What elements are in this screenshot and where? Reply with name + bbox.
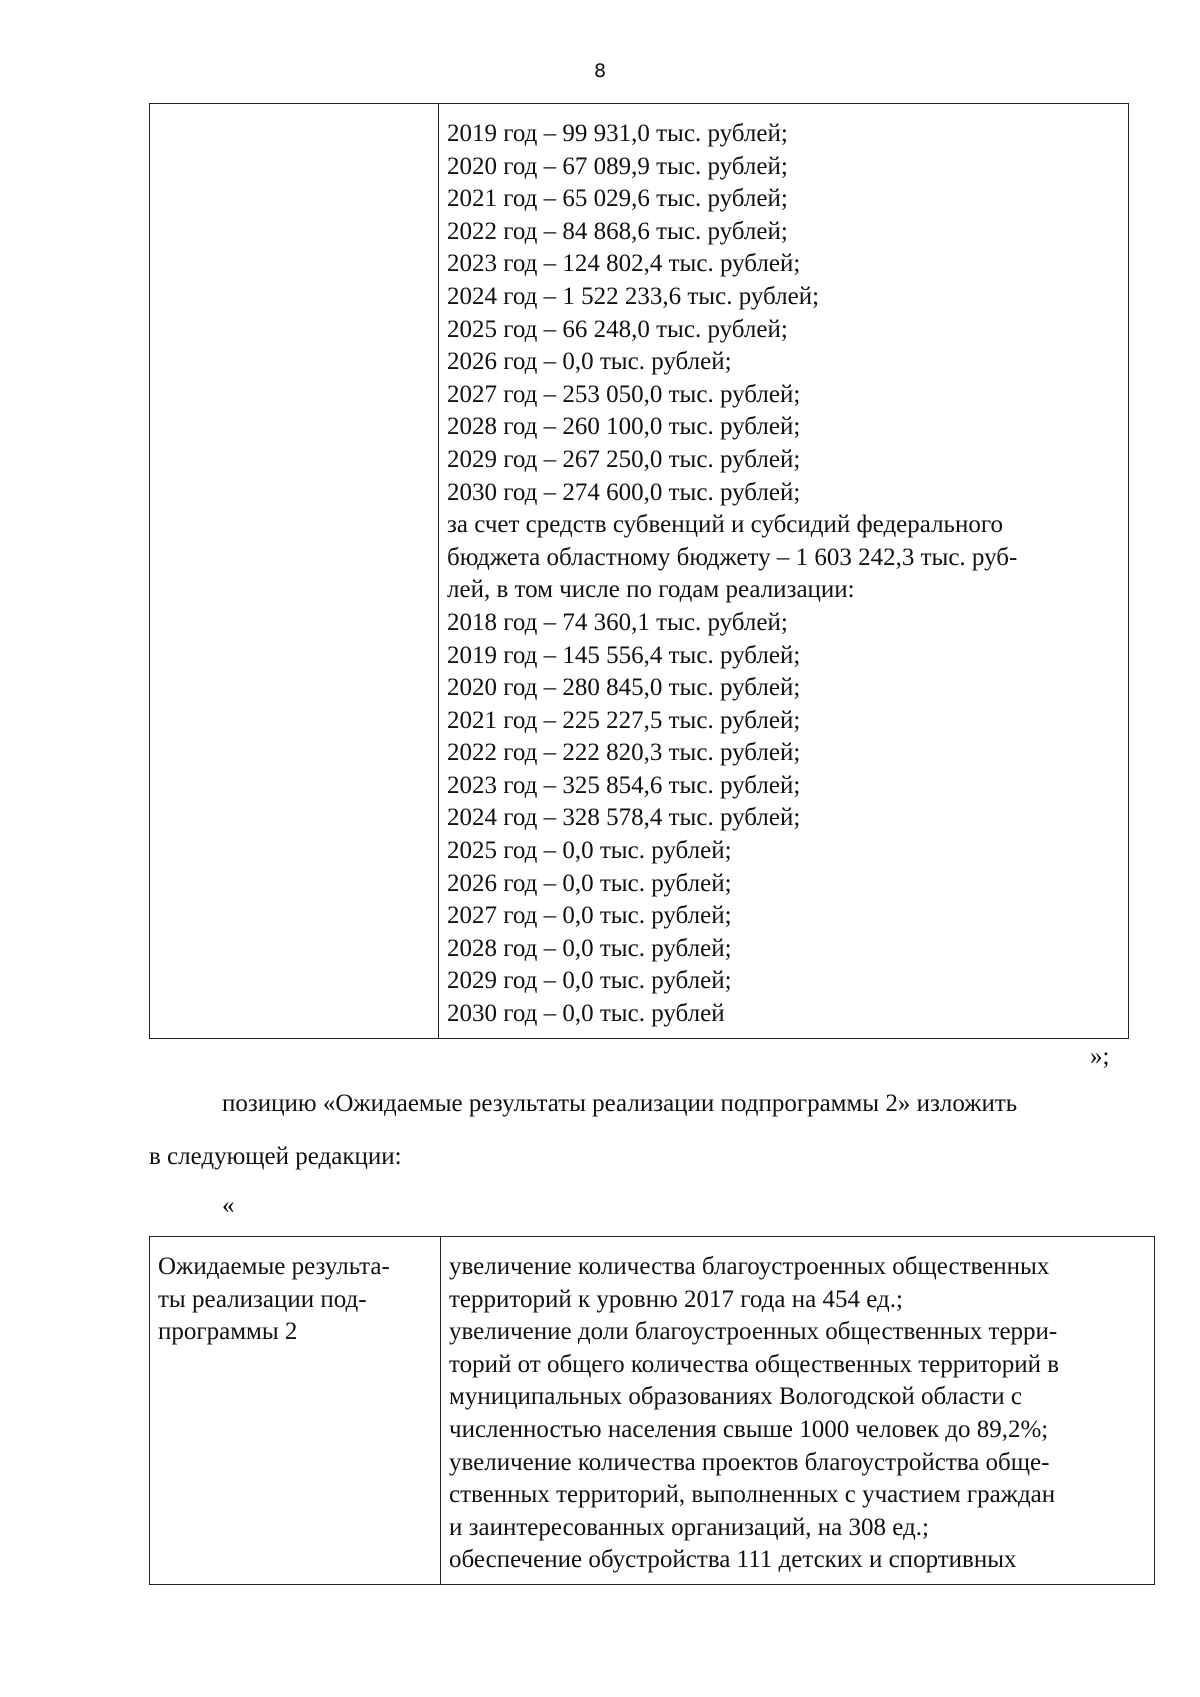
funding-line: 2022 год – 84 868,6 тыс. рублей; xyxy=(447,217,788,245)
funding-line: лей, в том числе по годам реализации: xyxy=(447,576,855,604)
funding-line: 2030 год – 0,0 тыс. рублей xyxy=(447,1000,725,1028)
paragraph-line-1: позицию «Ожидаемые результаты реализации подпрограммы 2» изложить xyxy=(222,1090,1018,1117)
funding-line: 2027 год – 0,0 тыс. рублей; xyxy=(447,902,732,930)
funding-line: 2019 год – 145 556,4 тыс. рублей; xyxy=(447,641,801,669)
results-label-line: программы 2 xyxy=(158,1318,298,1346)
results-line: увеличение количества проектов благоустройства обще- xyxy=(449,1448,1050,1476)
results-label-line: ты реализации под- xyxy=(158,1285,367,1313)
funding-line: 2025 год – 66 248,0 тыс. рублей; xyxy=(447,315,788,343)
funding-line: 2029 год – 0,0 тыс. рублей; xyxy=(447,967,732,995)
funding-line: 2020 год – 280 845,0 тыс. рублей; xyxy=(447,674,801,702)
funding-line: 2026 год – 0,0 тыс. рублей; xyxy=(447,348,732,376)
results-line: и заинтересованных организаций, на 308 ед.; xyxy=(449,1513,929,1541)
results-line: увеличение доли благоустроенных общественных терри- xyxy=(449,1318,1058,1346)
funding-line: 2023 год – 325 854,6 тыс. рублей; xyxy=(447,771,801,799)
funding-table-left-cell xyxy=(150,104,439,1038)
funding-line: 2018 год – 74 360,1 тыс. рублей; xyxy=(447,608,788,636)
funding-line: 2028 год – 260 100,0 тыс. рублей; xyxy=(447,413,801,441)
page-number: 8 xyxy=(593,60,607,82)
funding-line: 2021 год – 225 227,5 тыс. рублей; xyxy=(447,706,801,734)
funding-line: 2028 год – 0,0 тыс. рублей; xyxy=(447,934,732,962)
funding-line: 2026 год – 0,0 тыс. рублей; xyxy=(447,869,732,897)
funding-line: за счет средств субвенций и субсидий федерального xyxy=(447,511,1003,539)
results-line: увеличение количества благоустроенных общественных xyxy=(449,1253,1050,1280)
results-line: территорий к уровню 2017 года на 454 ед.; xyxy=(449,1285,903,1313)
funding-line: 2030 год – 274 600,0 тыс. рублей; xyxy=(447,478,801,506)
funding-table xyxy=(149,103,1129,1039)
funding-line: 2025 год – 0,0 тыс. рублей; xyxy=(447,837,732,865)
funding-line: 2020 год – 67 089,9 тыс. рублей; xyxy=(447,152,788,180)
results-line: муниципальных образованиях Вологодской области с xyxy=(449,1383,1022,1411)
funding-table-right-cell xyxy=(439,104,1128,1038)
funding-line: 2027 год – 253 050,0 тыс. рублей; xyxy=(447,380,801,408)
results-line: ственных территорий, выполненных с участием граждан xyxy=(449,1481,1056,1509)
paragraph-line-2: в следующей редакции: xyxy=(149,1143,402,1170)
funding-line: 2029 год – 267 250,0 тыс. рублей; xyxy=(447,445,801,473)
funding-line: 2024 год – 328 578,4 тыс. рублей; xyxy=(447,804,801,832)
results-table xyxy=(149,1236,1155,1585)
funding-line: 2021 год – 65 029,6 тыс. рублей; xyxy=(447,185,788,213)
funding-line: 2024 год – 1 522 233,6 тыс. рублей; xyxy=(447,282,820,310)
opening-quote: « xyxy=(222,1192,235,1219)
funding-line: бюджета областному бюджету – 1 603 242,3 тыс. руб- xyxy=(447,543,1018,571)
results-table-content-cell xyxy=(441,1237,1154,1584)
funding-line: 2022 год – 222 820,3 тыс. рублей; xyxy=(447,739,801,767)
results-line: обеспечение обустройства 111 детских и спортивных xyxy=(449,1546,1017,1574)
results-table-label-cell xyxy=(150,1237,441,1584)
funding-line: 2023 год – 124 802,4 тыс. рублей; xyxy=(447,250,801,278)
funding-line: 2019 год – 99 931,0 тыс. рублей; xyxy=(447,120,788,147)
results-line: торий от общего количества общественных территорий в xyxy=(449,1350,1060,1378)
closing-quote: »; xyxy=(1090,1043,1110,1070)
results-label-line: Ожидаемые результа- xyxy=(158,1253,390,1280)
results-line: численностью населения свыше 1000 человек до 89,2%; xyxy=(449,1415,1049,1443)
